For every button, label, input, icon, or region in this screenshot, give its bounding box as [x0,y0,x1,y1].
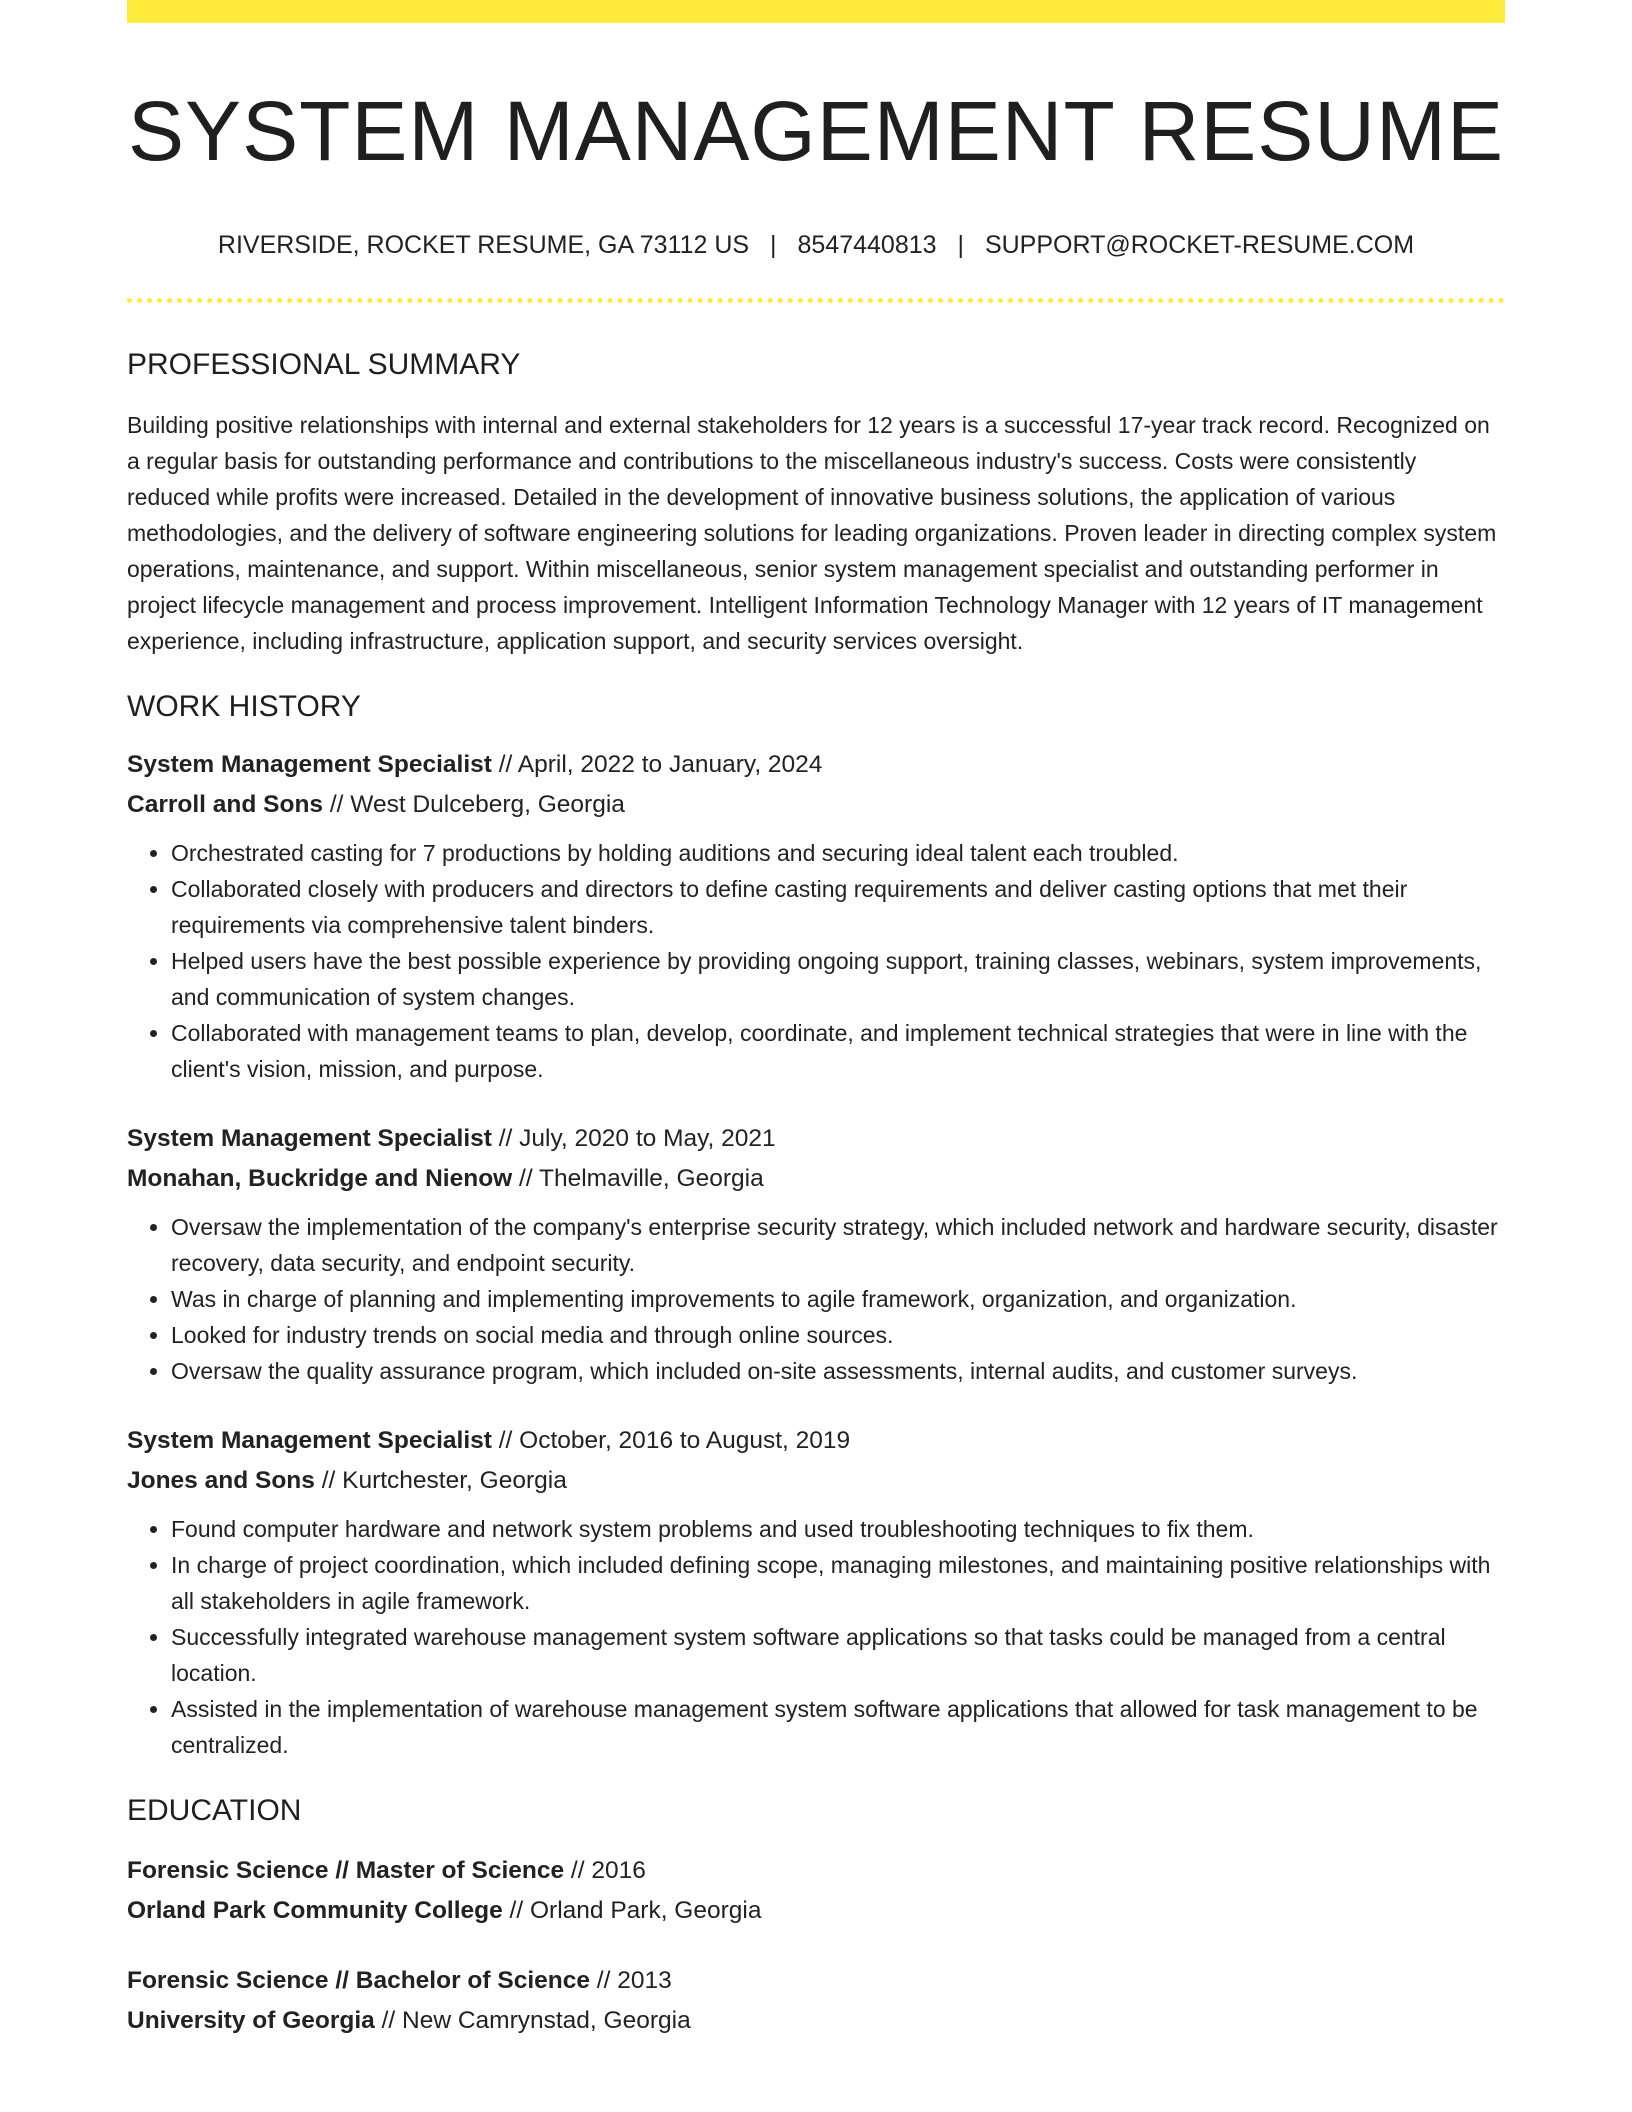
education-year: // 2013 [589,1966,672,1994]
education-entry [127,1961,1505,2041]
job-entry [127,745,1505,1087]
job-dates: // July, 2020 to May, 2021 [491,1124,776,1152]
accent-top-bar [127,0,1505,23]
job-dates: // April, 2022 to January, 2024 [491,750,823,778]
job-bullet: • Successfully integrated warehouse management system software applications so that tasks could be managed from a central location. [171,1619,1505,1691]
job-location: // Thelmaville, Georgia [512,1164,764,1192]
job-company-line [127,1461,1505,1501]
education-degree-line [127,1851,1505,1891]
job-title-line [127,1421,1505,1461]
job-title: System Management Specialist [127,750,492,778]
job-bullet-list [127,835,1505,1087]
summary-heading: PROFESSIONAL SUMMARY [127,347,521,381]
education-school-line [127,2001,1505,2041]
education-school: Orland Park Community College [127,1896,503,1924]
education-school-line [127,1891,1505,1931]
job-company: Monahan, Buckridge and Nienow [127,1164,513,1192]
job-bullet: • Helped users have the best possible experience by providing ongoing support, training classes, webinars, system improvements, and communication of system changes. [171,943,1505,1015]
education-school: University of Georgia [127,2006,375,2034]
education-location: // New Camrynstad, Georgia [374,2006,691,2034]
job-bullet: • Orchestrated casting for 7 productions by holding auditions and securing ideal talent each troubled. [171,835,1505,871]
job-title-line [127,745,1505,785]
job-entry [127,1119,1505,1389]
education-degree: Forensic Science // Master of Science [127,1856,565,1884]
job-company: Jones and Sons [127,1466,315,1494]
contact-address: RIVERSIDE, ROCKET RESUME, GA 73112 US [217,230,750,259]
job-dates: // October, 2016 to August, 2019 [491,1426,851,1454]
work-history-heading: WORK HISTORY [127,689,361,723]
job-company-line [127,1159,1505,1199]
job-title-line [127,1119,1505,1159]
resume-page [127,0,1505,2041]
job-entry [127,1421,1505,1763]
contact-separator: | [770,230,777,259]
education-degree: Forensic Science // Bachelor of Science [127,1966,590,1994]
contact-separator: | [957,230,964,259]
job-bullet: • In charge of project coordination, which included defining scope, managing milestones, and maintaining positive relationships with all stakeholders in agile framework. [171,1547,1505,1619]
education-year: // 2016 [564,1856,646,1884]
job-bullet: • Assisted in the implementation of warehouse management system software applications that allowed for task management to be centralized. [171,1691,1505,1763]
dotted-divider [127,298,1505,303]
job-location: // West Dulceberg, Georgia [323,790,625,818]
job-bullet: • Collaborated with management teams to plan, develop, coordinate, and implement technical strategies that were in line with the client's vision, mission, and purpose. [171,1015,1505,1087]
job-bullet: • Looked for industry trends on social media and through online sources. [171,1317,1505,1353]
job-bullet: • Oversaw the implementation of the company's enterprise security strategy, which included network and hardware security, disaster recovery, data security, and endpoint security. [171,1209,1505,1281]
resume-title: SYSTEM MANAGEMENT RESUME [128,84,1504,178]
education-entry [127,1851,1505,1931]
job-location: // Kurtchester, Georgia [314,1466,567,1494]
job-title: System Management Specialist [127,1124,492,1152]
job-company-line [127,785,1505,825]
job-title: System Management Specialist [127,1426,492,1454]
education-heading: EDUCATION [127,1793,302,1827]
job-bullet: • Was in charge of planning and implementing improvements to agile framework, organization, and organization. [171,1281,1505,1317]
job-bullet: • Oversaw the quality assurance program, which included on-site assessments, internal audits, and customer surveys. [171,1353,1505,1389]
job-bullet: • Found computer hardware and network system problems and used troubleshooting techniques to fix them. [171,1511,1505,1547]
summary-text: Building positive relationships with internal and external stakeholders for 12 years is a successful 17-year track record. Recognized on a regular basis for outstanding performance and contributions to the miscellaneous industry's success. Costs were consistently reduced while profits were increased. Detailed in the development of innovative business solutions, the application of various methodologies, and the delivery of software engineering solutions for leading organizations. Proven leader in directing complex system operations, maintenance, and support. Within miscellaneous, senior system management specialist and outstanding performer in project lifecycle management and process improvement. Intelligent Information Technology Manager with 12 years of IT management experience, including infrastructure, application support, and security services oversight. [127,411,1497,654]
job-company: Carroll and Sons [127,790,324,818]
contact-email: SUPPORT@ROCKET-RESUME.COM [984,230,1415,259]
contact-phone: 8547440813 [797,230,937,259]
job-bullet: • Collaborated closely with producers and directors to define casting requirements and deliver casting options that met their requirements via comprehensive talent binders. [171,871,1505,943]
job-bullet-list [127,1511,1505,1763]
job-bullet-list [127,1209,1505,1389]
education-location: // Orland Park, Georgia [502,1896,762,1924]
contact-info [127,230,1505,260]
education-degree-line [127,1961,1505,2001]
